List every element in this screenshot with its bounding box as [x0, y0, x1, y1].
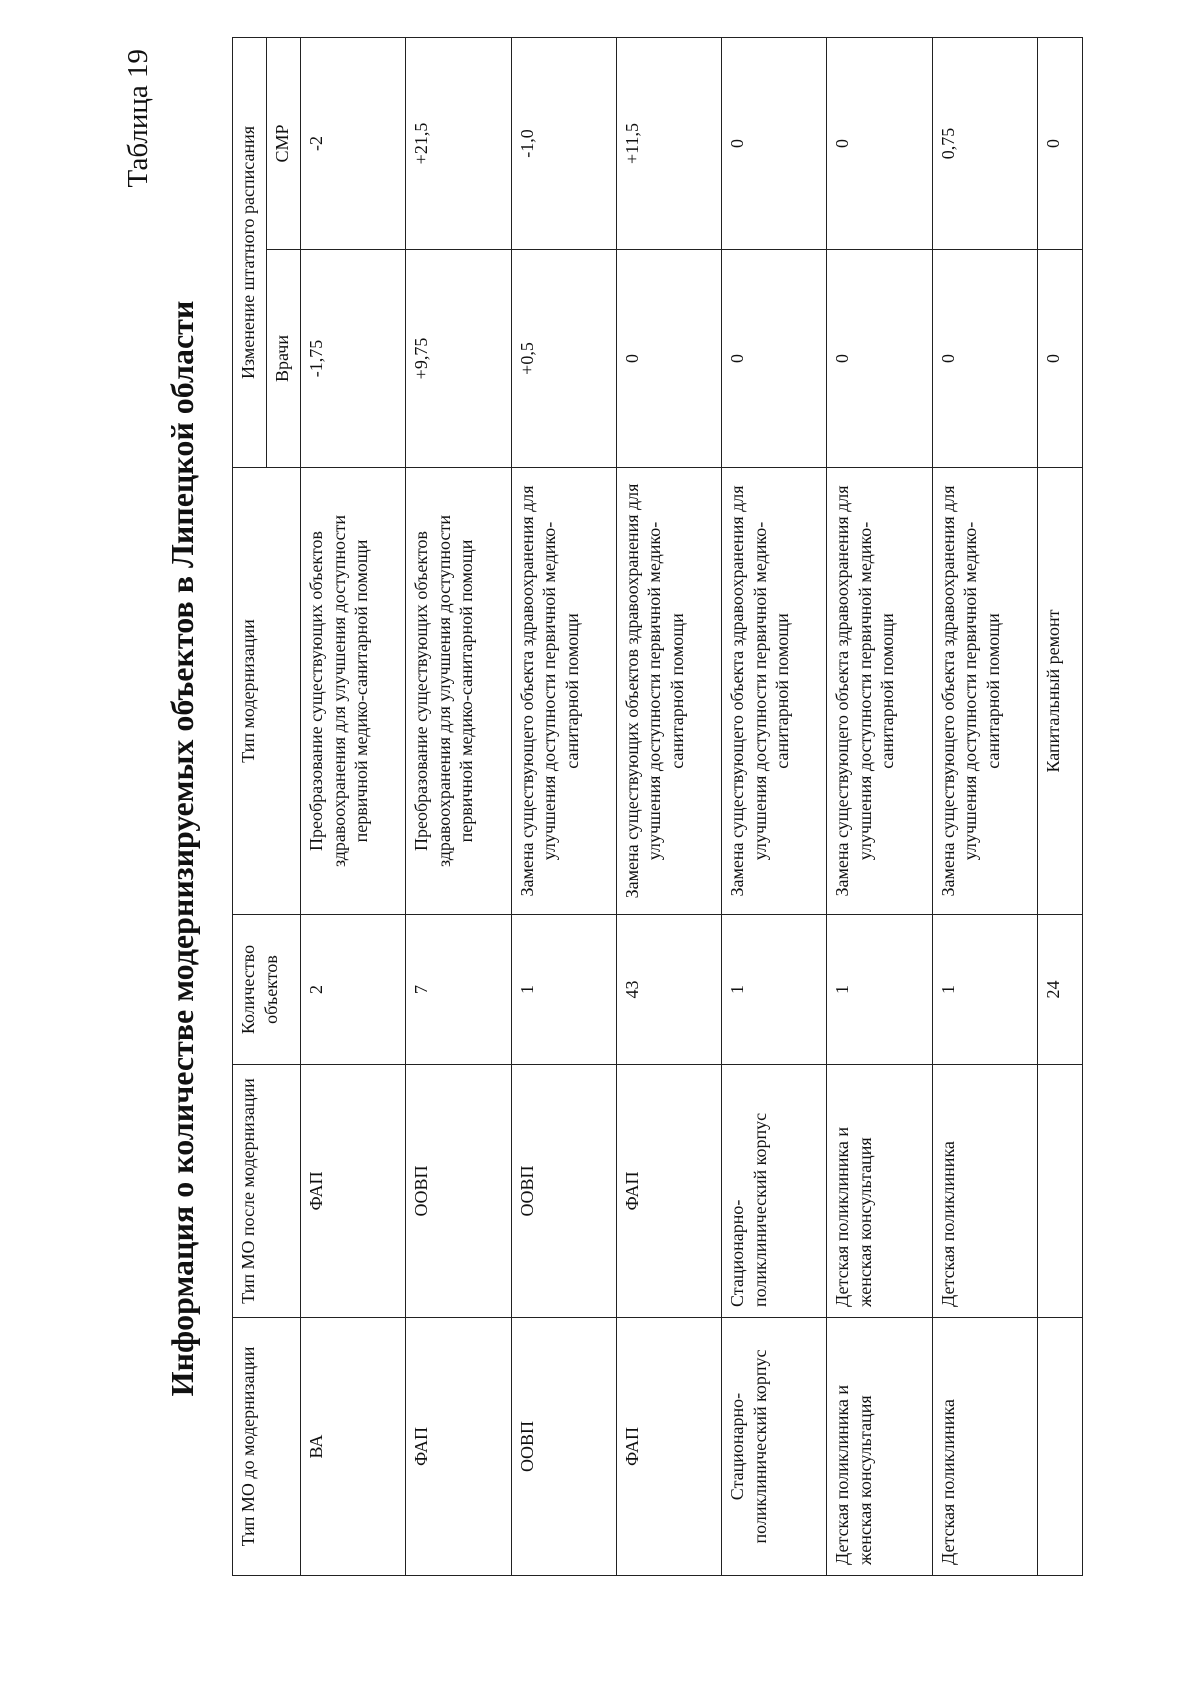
header-smr: СМР	[267, 37, 301, 249]
cell-mo-after: ФАП	[301, 1065, 406, 1318]
cell-smr: 0,75	[932, 37, 1037, 249]
cell-modernization-type: Замена существующих объектов здравоохранения для улучшения доступности первичной медико-санитарной помощи	[616, 468, 721, 915]
cell-mo-after: ООВП	[511, 1065, 616, 1318]
cell-mo-after: ООВП	[406, 1065, 511, 1318]
cell-doctors: 0	[616, 250, 721, 468]
cell-count: 1	[827, 915, 932, 1065]
cell-modernization-type: Преобразование существующих объектов здравоохранения для улучшения доступности первичной медико-санитарной помощи	[406, 468, 511, 915]
cell-smr: 0	[722, 37, 827, 249]
cell-count: 1	[722, 915, 827, 1065]
cell-modernization-type: Преобразование существующих объектов здравоохранения для улучшения доступности первичной медико-санитарной помощи	[301, 468, 406, 915]
page-title: Информация о количестве модернизируемых объектов в Липецкой области	[164, 300, 200, 1397]
cell-mo-after: Детская поликлиника и женская консультация	[827, 1065, 932, 1318]
table-row	[406, 37, 511, 1575]
header-doctors: Врачи	[267, 250, 301, 468]
header-mo-after: Тип МО после модернизации	[233, 1065, 301, 1318]
cell-modernization-type: Капитальный ремонт	[1038, 468, 1083, 915]
cell-modernization-type: Замена существующего объекта здравоохранения для улучшения доступности первичной медико-санитарной помощи	[932, 468, 1037, 915]
cell-doctors: +9,75	[406, 250, 511, 468]
cell-mo-before: ФАП	[406, 1318, 511, 1576]
cell-mo-before: ВА	[301, 1318, 406, 1576]
table-row	[511, 37, 616, 1575]
modernization-table	[232, 37, 1083, 1576]
cell-mo-after	[1038, 1065, 1083, 1318]
cell-doctors: +0,5	[511, 250, 616, 468]
header-count: Количество объектов	[233, 915, 301, 1065]
cell-count: 1	[932, 915, 1037, 1065]
cell-smr: +21,5	[406, 37, 511, 249]
cell-mo-before: ООВП	[511, 1318, 616, 1576]
cell-doctors: 0	[932, 250, 1037, 468]
cell-count: 1	[511, 915, 616, 1065]
cell-doctors: 0	[1038, 250, 1083, 468]
cell-modernization-type: Замена существующего объекта здравоохранения для улучшения доступности первичной медико-санитарной помощи	[827, 468, 932, 915]
header-mo-before: Тип МО до модернизации	[233, 1318, 301, 1576]
header-modernization-type: Тип модернизации	[233, 468, 301, 915]
cell-count: 43	[616, 915, 721, 1065]
cell-modernization-type: Замена существующего объекта здравоохранения для улучшения доступности первичной медико-санитарной помощи	[511, 468, 616, 915]
cell-smr: -2	[301, 37, 406, 249]
cell-mo-before: Стационарно-поликлинический корпус	[722, 1318, 827, 1576]
cell-mo-before: Детская поликлиника	[932, 1318, 1037, 1576]
cell-count: 2	[301, 915, 406, 1065]
table-row	[301, 37, 406, 1575]
cell-mo-after: Детская поликлиника	[932, 1065, 1037, 1318]
cell-doctors: 0	[827, 250, 932, 468]
cell-doctors: 0	[722, 250, 827, 468]
cell-smr: 0	[827, 37, 932, 249]
cell-modernization-type: Замена существующего объекта здравоохранения для улучшения доступности первичной медико-санитарной помощи	[722, 468, 827, 915]
header-staff-change: Изменение штатного расписания	[233, 37, 267, 467]
cell-smr: 0	[1038, 37, 1083, 249]
table-number: Таблица 19	[122, 49, 154, 188]
cell-mo-before: Детская поликлиника и женская консультация	[827, 1318, 932, 1576]
cell-mo-before: ФАП	[616, 1318, 721, 1576]
table-row	[932, 37, 1037, 1575]
cell-doctors: -1,75	[301, 250, 406, 468]
cell-smr: -1,0	[511, 37, 616, 249]
table-row	[1038, 37, 1083, 1575]
cell-count: 24	[1038, 915, 1083, 1065]
cell-smr: +11,5	[616, 37, 721, 249]
cell-mo-after: ФАП	[616, 1065, 721, 1318]
cell-count: 7	[406, 915, 511, 1065]
table-row	[827, 37, 932, 1575]
table-row	[616, 37, 721, 1575]
cell-mo-after: Стационарно-поликлинический корпус	[722, 1065, 827, 1318]
cell-mo-before	[1038, 1318, 1083, 1576]
table-row	[722, 37, 827, 1575]
